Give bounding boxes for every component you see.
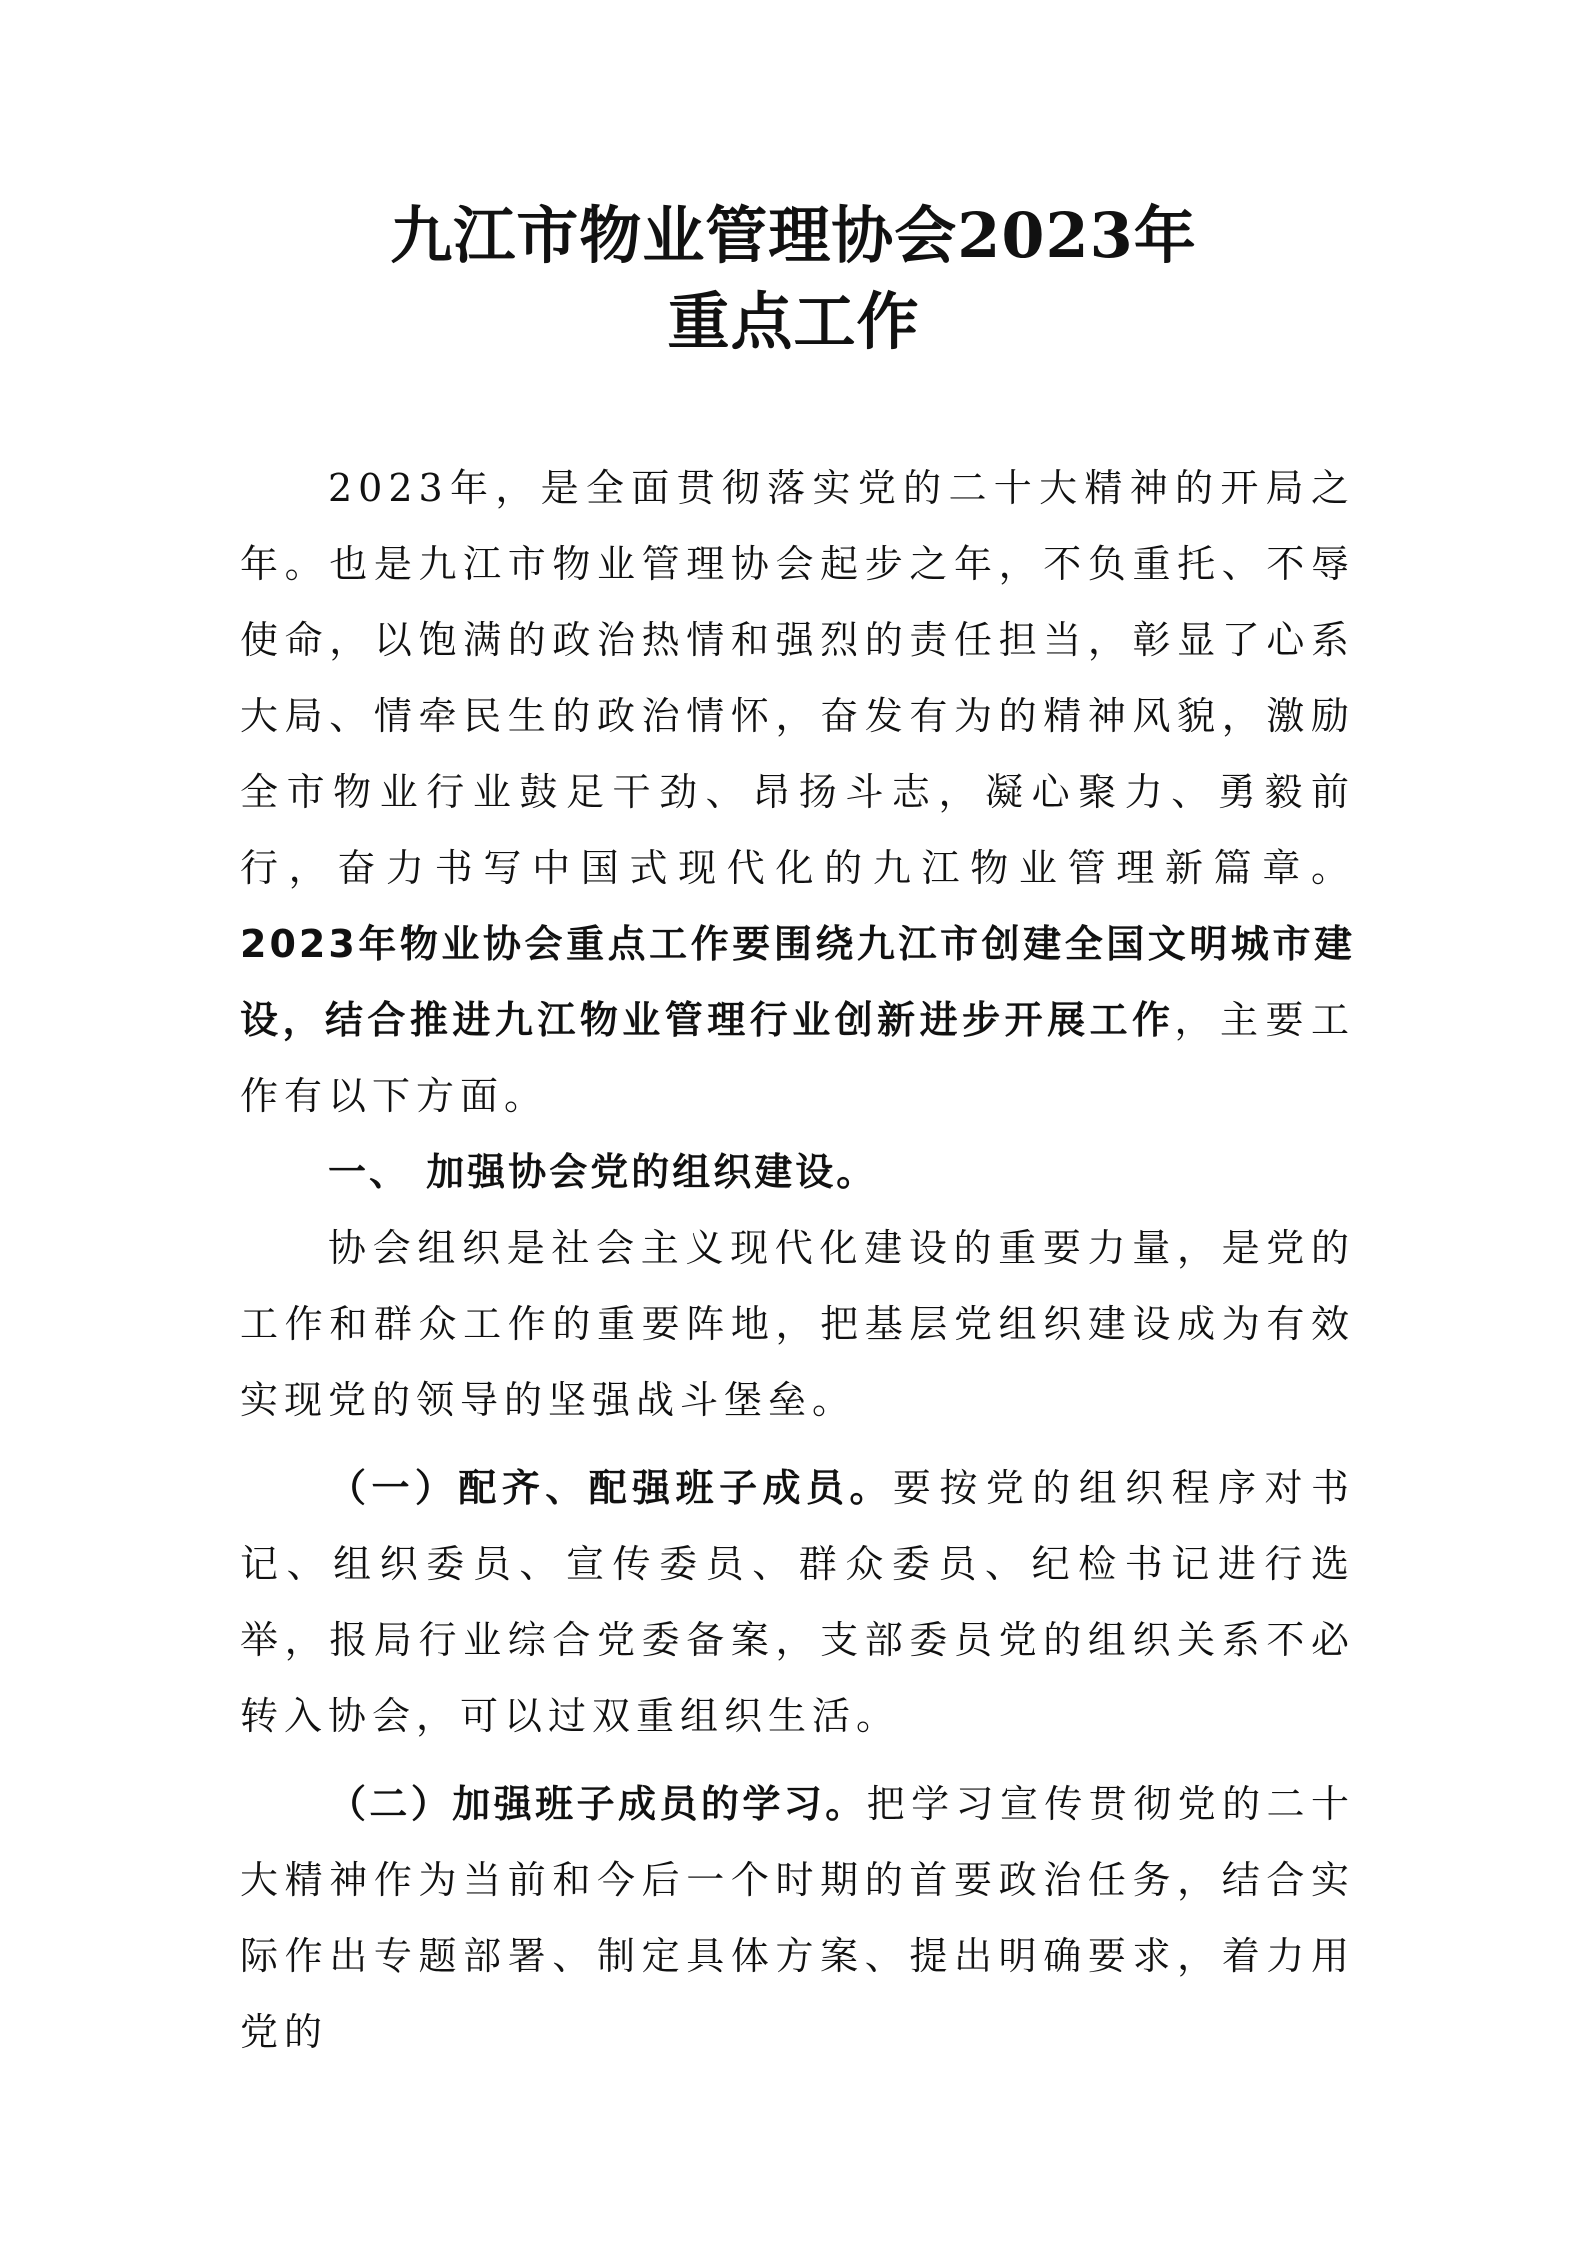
section1-heading-paragraph	[240, 1134, 1355, 1210]
item1-text: 要按党的组织程序对书记、组织委员、宣传委员、群众委员、纪检书记进行选举，报局行业综合党委备案，支部委员党的组织关系不必转入协会，可以过双重组织生活。	[240, 1466, 1355, 1738]
section1-heading: 一、 加强协会党的组织建设。	[328, 1150, 878, 1194]
document-title-line2: 重点工作	[667, 285, 920, 358]
document-title-line1: 九江市物业管理协会2023年	[390, 199, 1197, 272]
item2-text: 把学习宣传贯彻党的二十大精神作为当前和今后一个时期的首要政治任务，结合实际作出专题部署、制定具体方案、提出明确要求，着力用党的	[240, 1782, 1355, 2054]
intro-bold-text: 2023年物业协会重点工作要围绕九江市创建全国文明城市建设，结合推进九江物业管理行业创新进步开展工作	[240, 922, 1355, 1042]
item1-title: （一）配齐、配强班子成员。	[328, 1466, 893, 1510]
section1-paragraph	[240, 1210, 1355, 1438]
intro-paragraph	[240, 450, 1355, 1134]
intro-tail-text: ，主要工作有以下方面。	[240, 998, 1355, 1118]
intro-text: 2023年，是全面贯彻落实党的二十大精神的开局之年。也是九江市物业管理协会起步之年，不负重托、不辱使命，以饱满的政治热情和强烈的责任担当，彰显了心系大局、情牵民生的政治情怀，奋发有为的精神风貌，激励全市物业行业鼓足干劲、昂扬斗志，凝心聚力、勇毅前行，奋力书写中国式现代化的九江物业管理新篇章。	[240, 466, 1355, 890]
section1-text: 协会组织是社会主义现代化建设的重要力量，是党的工作和群众工作的重要阵地，把基层党组织建设成为有效实现党的领导的坚强战斗堡垒。	[240, 1226, 1355, 1422]
document-body	[240, 450, 1355, 2070]
item1-paragraph	[240, 1450, 1355, 1754]
item2-title: （二）加强班子成员的学习。	[328, 1782, 867, 1826]
item2-paragraph	[240, 1766, 1355, 2070]
